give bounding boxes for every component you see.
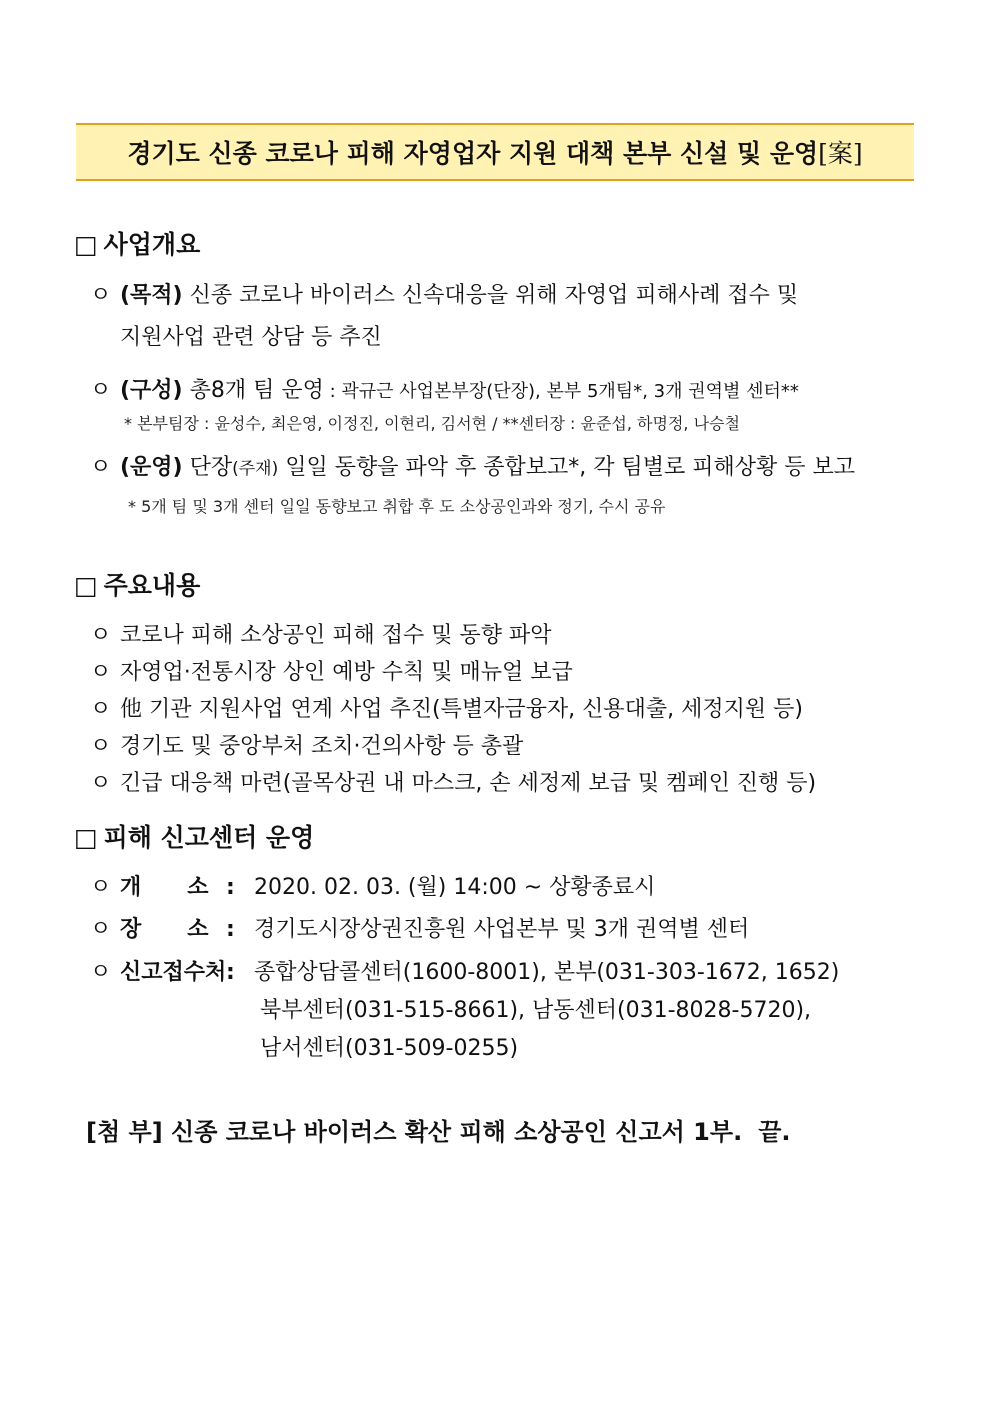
section-heading-overview: [74, 225, 200, 261]
end-mark: 끝.: [758, 1118, 791, 1146]
bullet-icon: ㅇ: [90, 660, 112, 685]
colon: :: [226, 875, 235, 900]
operation-line: [90, 450, 855, 481]
section-heading-report-center: [74, 818, 314, 854]
list-item-text: 경기도 및 중앙부처 조치·건의사항 등 총괄: [120, 734, 524, 759]
contact-line1: 종합상담콜센터(1600-8001), 본부(031-303-1672, 1652): [254, 960, 840, 985]
list-item-text: 긴급 대응책 마련(골목상권 내 마스크, 손 세정제 보급 및 켐페인 진행 등): [120, 771, 817, 796]
list-item: [90, 618, 552, 649]
list-item-text: 자영업·전통시장 상인 예방 수칙 및 매뉴얼 보급: [120, 660, 573, 685]
contact-line: [90, 955, 839, 986]
bullet-icon: ㅇ: [90, 623, 112, 648]
bullet-icon: ㅇ: [90, 917, 112, 942]
contact-line3: 남서센터(031-509-0255): [260, 1036, 519, 1061]
bullet-icon: ㅇ: [90, 697, 112, 722]
list-item-text: 코로나 피해 소상공인 피해 접수 및 동향 파악: [120, 623, 552, 648]
list-item: [90, 729, 523, 760]
bullet-icon: ㅇ: [90, 455, 112, 480]
colon: :: [226, 917, 235, 942]
bullet-icon: ㅇ: [90, 960, 112, 985]
bullet-icon: ㅇ: [90, 771, 112, 796]
contact-line2: 북부센터(031-515-8661), 남동센터(031-8028-5720),: [260, 998, 812, 1023]
section-heading-text: 주요내용: [103, 571, 201, 600]
bullet-icon: ㅇ: [90, 378, 112, 403]
bullet-icon: ㅇ: [90, 875, 112, 900]
open-date-line: [90, 870, 655, 901]
contact-label: 신고접수처: [120, 960, 227, 985]
checkbox-square-icon: □: [74, 571, 98, 600]
open-label: 개 소: [120, 875, 209, 900]
list-item: [90, 692, 803, 723]
composition-line: [90, 373, 799, 404]
checkbox-square-icon: □: [74, 823, 98, 852]
operation-label: (운영): [120, 455, 183, 480]
purpose-text-line1: 신종 코로나 바이러스 신속대응을 위해 자영업 피해사례 접수 및: [182, 283, 799, 308]
list-item-text: 他 기관 지원사업 연계 사업 추진(특별자금융자, 신용대출, 세정지원 등): [120, 697, 803, 722]
purpose-label: (목적): [120, 283, 183, 308]
bullet-icon: ㅇ: [90, 283, 112, 308]
composition-text: 총8개 팀 운영: [182, 378, 324, 403]
composition-detail: : 곽규근 사업본부장(단장), 본부 5개팀*, 3개 권역별 센터**: [323, 381, 799, 402]
place-label: 장 소: [120, 917, 209, 942]
list-item: [90, 655, 573, 686]
operation-text-a: 단장: [182, 455, 233, 480]
section-heading-text: 피해 신고센터 운영: [103, 823, 315, 852]
attachment-text: [첨 부] 신종 코로나 바이러스 확산 피해 소상공인 신고서 1부.: [86, 1118, 743, 1146]
operation-note: * 5개 팀 및 3개 센터 일일 동향보고 취합 후 도 소상공인과와 정기, 수시 공유: [128, 497, 666, 516]
section-heading-main-content: [74, 566, 200, 602]
purpose-line: [90, 278, 798, 309]
operation-text-c: 일일 동향을 파악 후 종합보고*, 각 팀별로 피해상황 등 보고: [278, 455, 855, 480]
place-line: [90, 912, 749, 943]
composition-note: * 본부팀장 : 윤성수, 최은영, 이정진, 이현리, 김서현 / **센터장 : 윤준섭, 하명정, 나승철: [124, 414, 740, 433]
operation-text-b: (주재): [232, 459, 279, 479]
title-text: 경기도 신종 코로나 피해 자영업자 지원 대책 본부 신설 및 운영: [127, 139, 819, 168]
document-title: [76, 123, 914, 181]
bullet-icon: ㅇ: [90, 734, 112, 759]
purpose-text-line2: 지원사업 관련 상담 등 추진: [120, 325, 382, 350]
composition-label: (구성): [120, 378, 183, 403]
title-hanja: [案]: [818, 139, 863, 168]
checkbox-square-icon: □: [74, 230, 98, 259]
attachment-line: [86, 1112, 791, 1147]
place-value: 경기도시장상권진흥원 사업본부 및 3개 권역별 센터: [254, 917, 750, 942]
colon: :: [226, 960, 235, 985]
list-item: [90, 766, 816, 797]
section-heading-text: 사업개요: [103, 230, 201, 259]
open-value: 2020. 02. 03. (월) 14:00 ~ 상황종료시: [254, 875, 656, 900]
